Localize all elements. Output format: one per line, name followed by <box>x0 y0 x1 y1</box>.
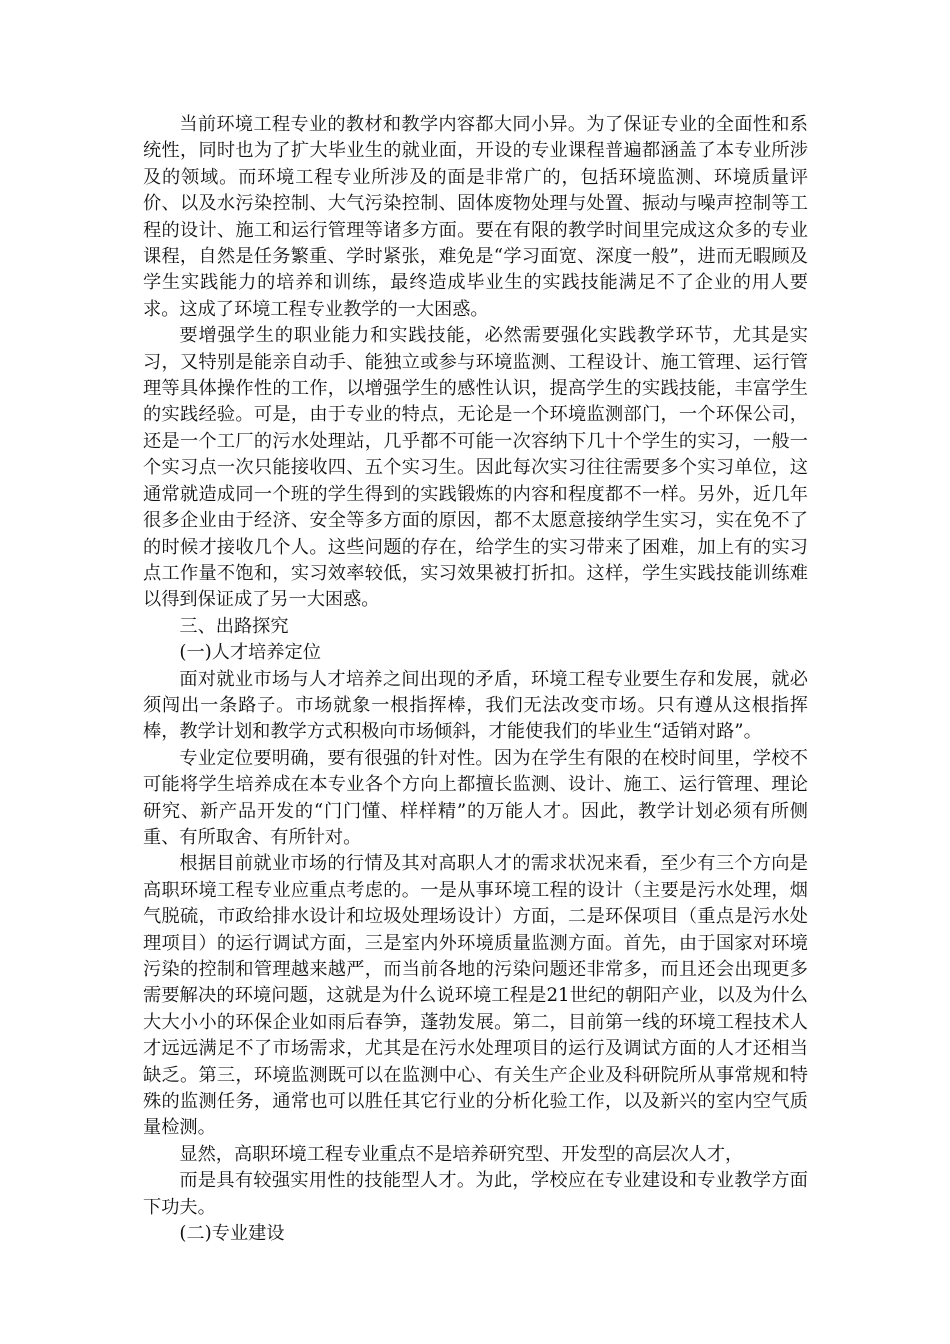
paragraph-three-directions: 根据目前就业市场的行情及其对高职人才的需求状况来看，至少有三个方向是高职环境工程专业应重点考虑的。一是从事环境工程的设计（主要是污水处理，烟气脱硫，市政给排水设计和垃圾处理场设计）方面，二是环保项目（重点是污水处理项目）的运行调试方面，三是室内外环境质量监测方面。首先，由于国家对环境污染的控制和管理越来越严，而当前各地的污染问题还非常多，而且还会出现更多需要解决的环境问题，这就是为什么说环境工程是21世纪的朝阳产业，以及为什么大大小小的环保企业如雨后春笋，蓬勃发展。第二，目前第一线的环境工程技术人才远远满足不了市场需求，尤其是在污水处理项目的运行及调试方面的人才还相当缺乏。第三，环境监测既可以在监测中心、有关生产企业及科研院所从事常规和特殊的监测任务，通常也可以胜任其它行业的分析化验工作，以及新兴的室内空气质量检测。 <box>143 853 808 1139</box>
document-body <box>143 112 808 1247</box>
paragraph-positioning-focus: 专业定位要明确，要有很强的针对性。因为在学生有限的在校时间里，学校不可能将学生培养成在本专业各个方向上都擅长监测、设计、施工、运行管理、理论研究、新产品开发的“门门懂、样样精”的万能人才。因此，教学计划必须有所侧重、有所取舍、有所针对。 <box>143 747 808 848</box>
paragraph-textbook-uniformity: 当前环境工程专业的教材和教学内容都大同小异。为了保证专业的全面性和系统性，同时也为了扩大毕业生的就业面，开设的专业课程普遍都涵盖了本专业所涉及的领域。而环境工程专业所涉及的面是非常广的，包括环境监测、环境质量评价、以及水污染控制、大气污染控制、固体废物处理与处置、振动与噪声控制等工程的设计、施工和运行管理等诸多方面。要在有限的教学时间里完成这众多的专业课程，自然是任务繁重、学时紧张，难免是“学习面宽、深度一般”，进而无暇顾及学生实践能力的培养和训练，最终造成毕业生的实践技能满足不了企业的用人要求。这成了环境工程专业教学的一大困惑。 <box>143 114 808 320</box>
section-heading-way-out: 三、出路探究 <box>179 615 289 637</box>
paragraph-job-market: 面对就业市场与人才培养之间出现的矛盾，环境工程专业要生存和发展，就必须闯出一条路子。市场就象一根指挥棒，我们无法改变市场。只有遵从这根指挥棒，教学计划和教学方式积极向市场倾斜，才能使我们的毕业生“适销对路”。 <box>143 668 808 743</box>
paragraph-practice-skills: 要增强学生的职业能力和实践技能，必然需要强化实践教学环节，尤其是实习，又特别是能亲自动手、能独立或参与环境监测、工程设计、施工管理、运行管理等具体操作性的工作，以增强学生的感性认识，提高学生的实践技能，丰富学生的实践经验。可是，由于专业的特点，无论是一个环境监测部门，一个环保公司，还是一个工厂的污水处理站，几乎都不可能一次容纳下几十个学生的实习，一般一个实习点一次只能接收四、五个实习生。因此每次实习往往需要多个实习单位，这通常就造成同一个班的学生得到的实践锻炼的内容和程度都不一样。另外，近几年很多企业由于经济、安全等多方面的原因，都不太愿意接纳学生实习，实在免不了的时候才接收几个人。这些问题的存在，给学生的实习带来了困难，加上有的实习点工作量不饱和，实习效率较低，实习效果被打折扣。这样，学生实践技能训练难以得到保证成了另一大困惑。 <box>143 325 808 611</box>
subsection-heading-talent-positioning: (一)人才培养定位 <box>179 642 321 664</box>
paragraph-obviously: 显然，高职环境工程专业重点不是培养研究型、开发型的高层次人才， <box>179 1143 744 1165</box>
paragraph-skill-talent: 而是具有较强实用性的技能型人才。为此，学校应在专业建设和专业教学方面下功夫。 <box>143 1170 808 1218</box>
subsection-heading-major-construction: (二)专业建设 <box>179 1223 285 1245</box>
